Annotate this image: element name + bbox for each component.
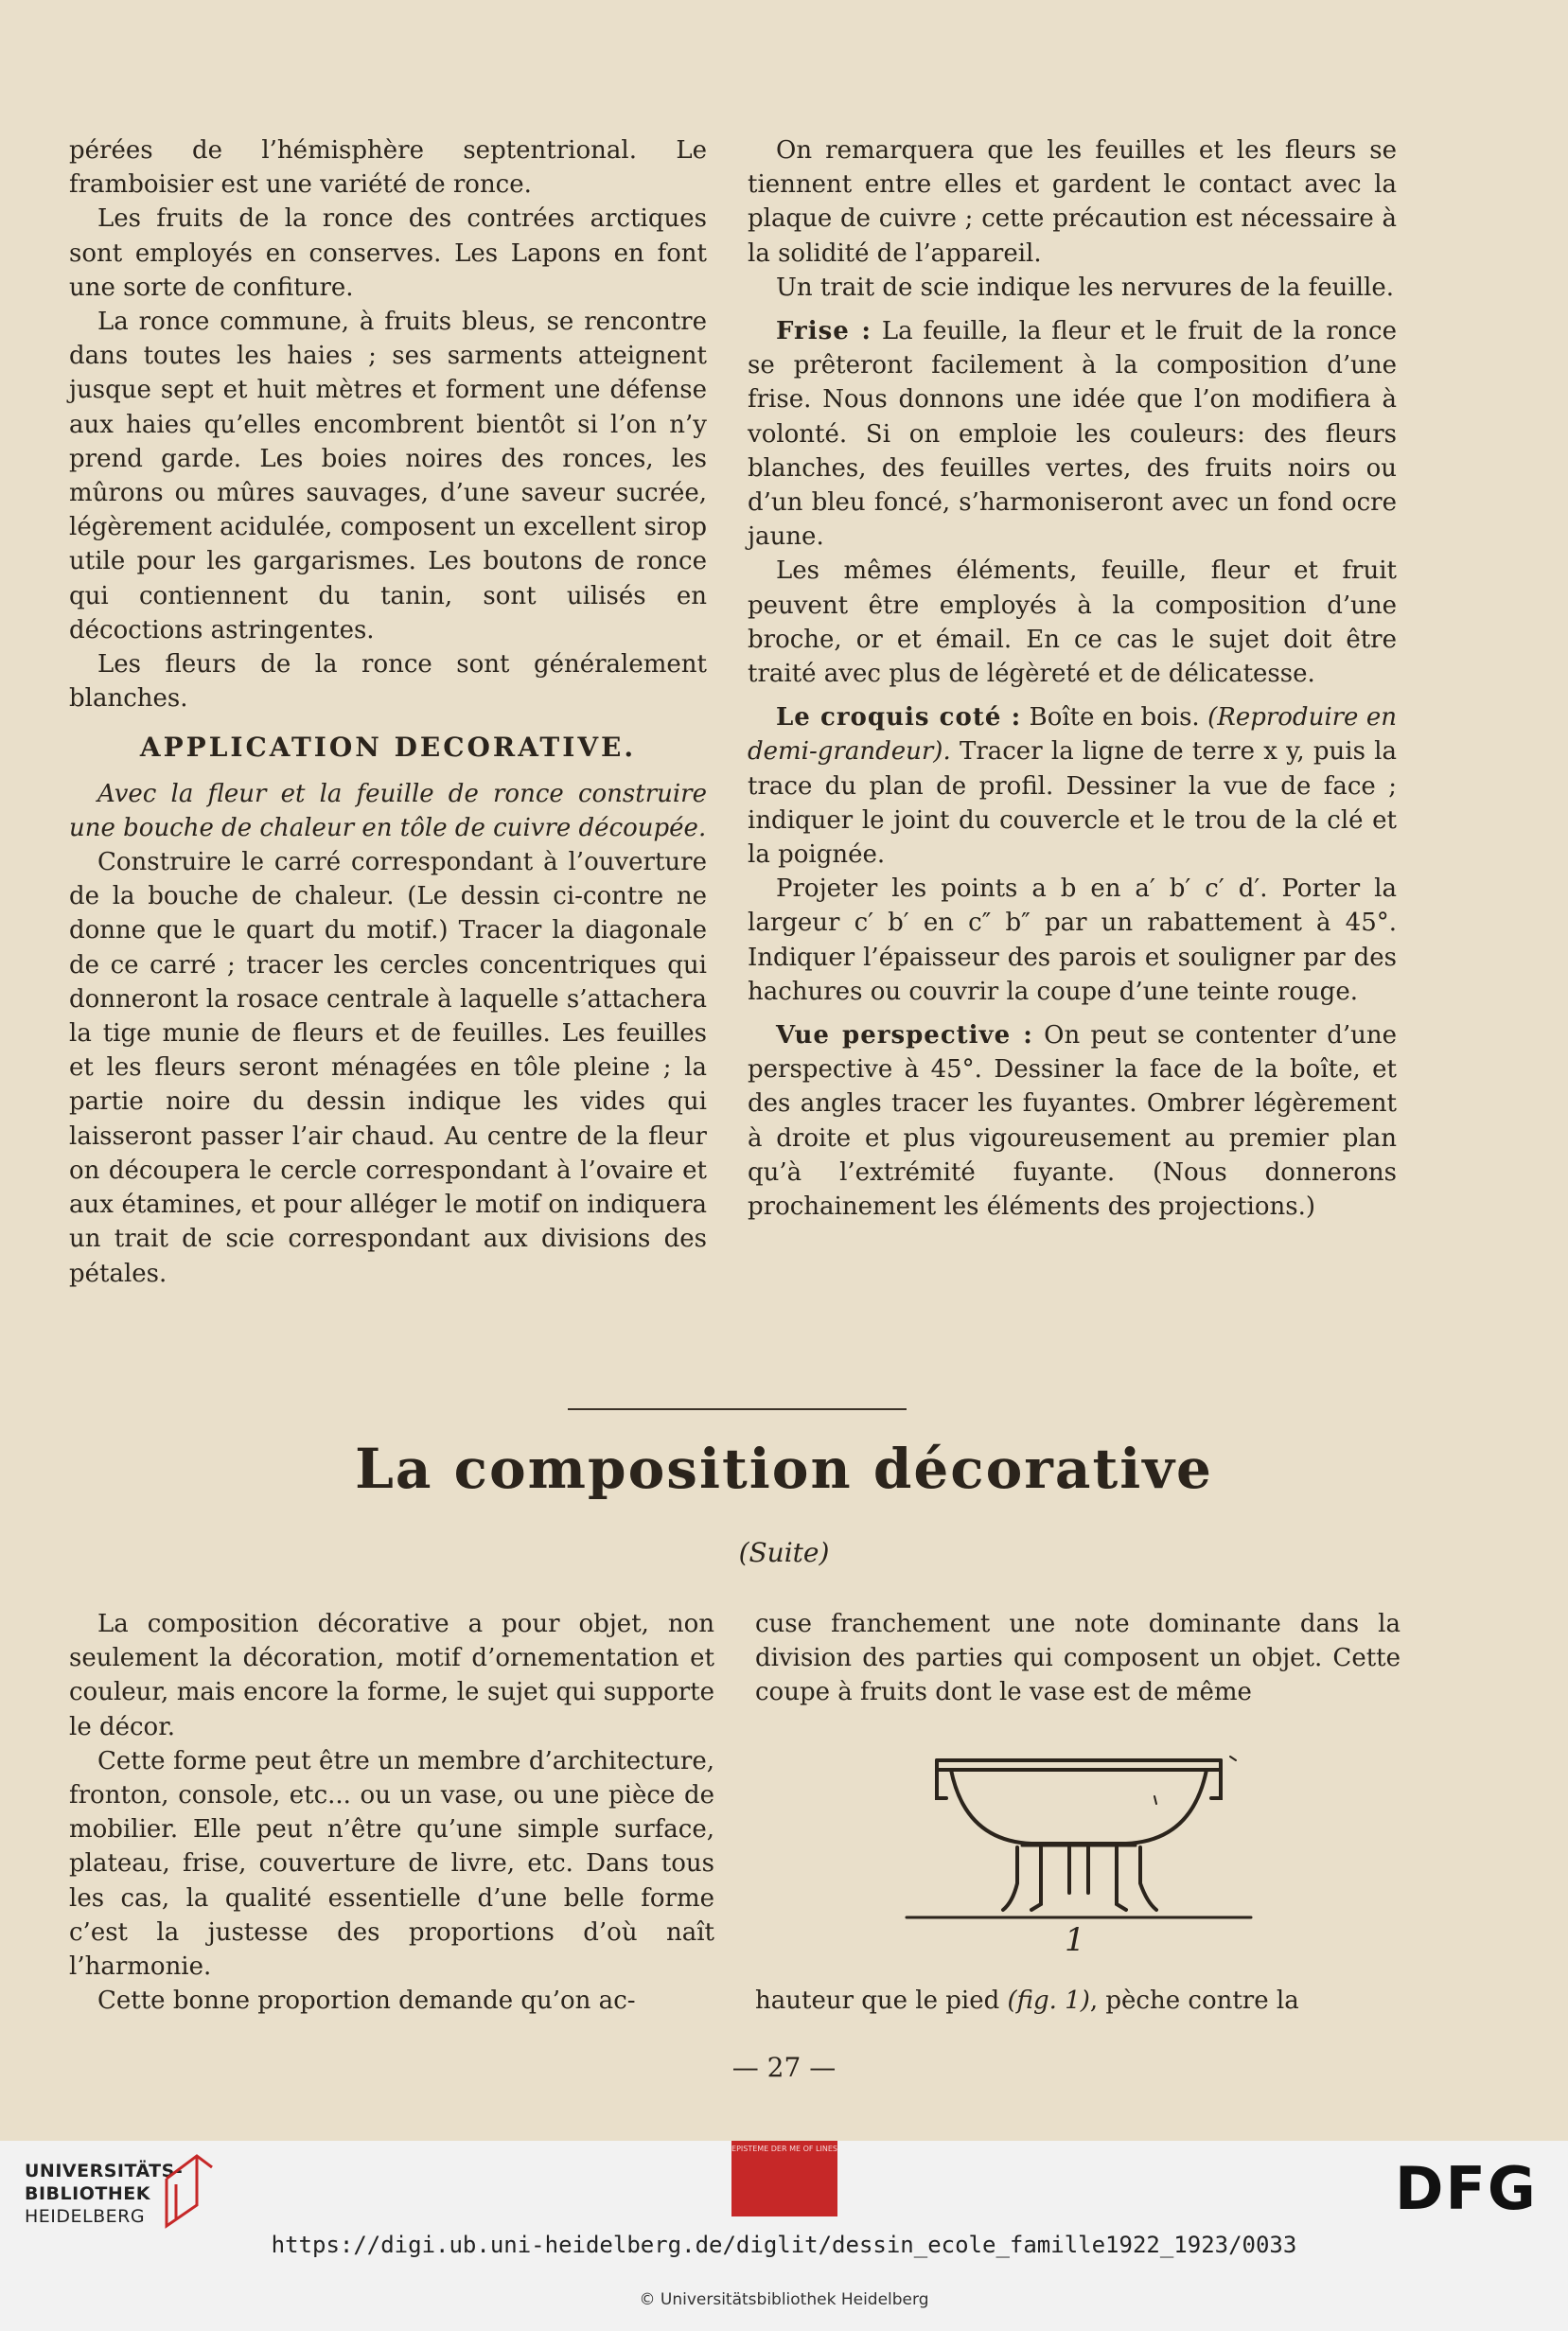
viewer-footer <box>0 2141 1568 2331</box>
paragraph-text: , pèche contre la <box>1089 1987 1299 2015</box>
paragraph: Projeter les points a b en a′ b′ c′ d′. Porter la largeur c′ b′ en c″ b″ par un rabattement à 45°. Indiquer l’épaisseur des parois et souligner par des hachures ou couvrir la coupe d’une teinte rouge. <box>748 874 1397 1006</box>
paragraph-frise <box>748 314 1397 554</box>
paragraph: Les fruits de la ronce des contrées arctiques sont employés en conserves. Les Lapons en font une sorte de confiture. <box>69 204 707 302</box>
permalink-url[interactable]: https://digi.ub.uni-heidelberg.de/diglit/dessin_ecole_famille1922_1923/0033 <box>271 2232 1297 2258</box>
paragraph: La ronce commune, à fruits bleus, se rencontre dans toutes les haies ; ses sarments atteignent jusque sept et huit mètres et forment une défense aux haies qu’elles encombrent bientôt si l’on n’y prend garde. Les boies noires des ronces, les mûrons ou mûres sauvages, d’une saveur sucrée, légèrement acidulée, composent un excellent sirop utile pour les gargarismes. Les boutons de ronce qui contiennent du tanin, sont uilisés en décoctions astringentes. <box>69 308 707 645</box>
paragraph: Les mêmes éléments, feuille, fleur et fruit peuvent être employés à la composition d’une broche, or et émail. En ce cas le sujet doit être traité avec plus de légèreté et de délicatesse. <box>748 556 1397 689</box>
figure-label: 1 <box>1065 1921 1085 1959</box>
paragraph-text: Boîte en bois. <box>1021 703 1208 733</box>
italic-text: (fig. 1) <box>1007 1987 1090 2015</box>
run-in-heading: Frise : <box>776 317 872 346</box>
paragraph-text: La feuille, la fleur et le fruit de la ronce se prêteront facilement à la composition d’une frise. Nous donnons une idée que l’on modifiera à volonté. Si on emploie les couleurs: des fleurs blanches, des feuilles vertes, des fruits noirs ou d’un bleu foncé, s’harmoniseront avec un fond ocre jaune. <box>748 317 1397 552</box>
run-in-heading: Vue perspective : <box>776 1021 1033 1051</box>
ub-logo-line1: UNIVERSITÄTS- <box>25 2161 184 2181</box>
paragraph-text: hauteur que le pied <box>755 1987 1008 2015</box>
paragraph-croquis <box>748 700 1397 872</box>
paragraph: pérées de l’hémisphère septentrional. Le framboisier est une variété de ronce. <box>69 136 707 200</box>
dfg-logo[interactable]: DFG <box>1395 2154 1538 2223</box>
ub-logo-line3: HEIDELBERG <box>25 2206 146 2227</box>
paragraph: Un trait de scie indique les nervures de la feuille. <box>776 273 1395 302</box>
paragraph: La composition décorative a pour objet, non seulement la décoration, motif d’ornementation et couleur, mais encore la forme, le sujet qui supporte le décor. <box>69 1610 714 1741</box>
section-title: La composition décorative <box>355 1437 1213 1501</box>
paragraph: Les fleurs de la ronce sont généralement blanches. <box>69 650 707 714</box>
fruit-bowl-figure <box>899 1741 1259 1931</box>
right-column-bottom-tail <box>755 1984 1401 2018</box>
right-column-top <box>748 133 1397 1224</box>
divider-rule <box>568 1408 907 1410</box>
paragraph-vue <box>748 1018 1397 1224</box>
page-number: — 27 — <box>731 2052 837 2083</box>
right-column-bottom <box>755 1607 1401 1710</box>
left-column-top <box>69 133 707 1291</box>
episteme-logo-text: EPISTEME DER ME OF LINES <box>731 2145 837 2153</box>
section-heading: APPLICATION DECORATIVE. <box>139 732 637 764</box>
ub-logo-line2: BIBLIOTHEK <box>25 2183 150 2204</box>
episteme-logo[interactable] <box>731 2141 837 2216</box>
paragraph: On remarquera que les feuilles et les fleurs se tiennent entre elles et gardent le contact avec la plaque de cuivre ; cette précaution est nécessaire à la solidité de l’appareil. <box>748 136 1397 268</box>
ub-book-mark-icon <box>159 2150 220 2232</box>
section-subtitle: (Suite) <box>738 1537 830 1568</box>
paragraph <box>755 1984 1401 2018</box>
paragraph: cuse franchement une note dominante dans la division des parties qui composent un objet. Cette coupe à fruits dont le vase est de même <box>755 1610 1401 1707</box>
paragraph-text: On peut se contenter d’une perspective à 45°. Dessiner la face de la boîte, et des angles tracer les fuyantes. Ombrer légèrement à droite et plus vigoureusement au premier plan qu’à l’extrémité fuyante. (Nous donnerons prochainement les éléments des projections.) <box>748 1021 1397 1222</box>
left-column-bottom <box>69 1607 714 2018</box>
run-in-heading: Le croquis coté : <box>776 703 1022 733</box>
paragraph: Construire le carré correspondant à l’ouverture de la bouche de chaleur. (Le dessin ci-contre ne donne que le quart du motif.) Tracer la diagonale de ce carré ; tracer les cercles concentriques qui donneront la rosace centrale à laquelle s’attachera la tige munie de fleurs et de feuilles. Les feuilles et les fleurs seront ménagées en tôle pleine ; la partie noire du dessin indique les vides qui laisseront passer l’air chaud. Au centre de la fleur on découpera le cercle correspondant à l’ovaire et aux étamines, et pour alléger le motif on indiquera un trait de scie correspondant aux divisions des pétales. <box>69 848 707 1288</box>
paragraph-text: Tracer la ligne de terre x y, puis la trace du plan de profil. Dessiner la vue de face ; indiquer le joint du couvercle et le trou de la clé et la poignée. <box>748 737 1397 870</box>
paragraph: Cette forme peut être un membre d’architecture, fronton, console, etc... ou un vase, ou une pièce de mobilier. Elle peut n’être qu’une simple surface, plateau, frise, couverture de livre, etc. Dans tous les cas, la qualité essentielle d’une belle forme c’est la justesse des proportions d’où naît l’harmonie. <box>69 1746 714 1982</box>
italic-intro: Avec la fleur et la feuille de ronce construire une bouche de chaleur en tôle de cuivre découpée. <box>69 779 707 842</box>
paragraph: Cette bonne proportion demande qu’on ac- <box>97 1987 636 2016</box>
italic-text: (Reproduire en demi-grandeur). <box>748 703 1397 767</box>
copyright-notice: © Universitätsbibliothek Heidelberg <box>639 2290 929 2309</box>
